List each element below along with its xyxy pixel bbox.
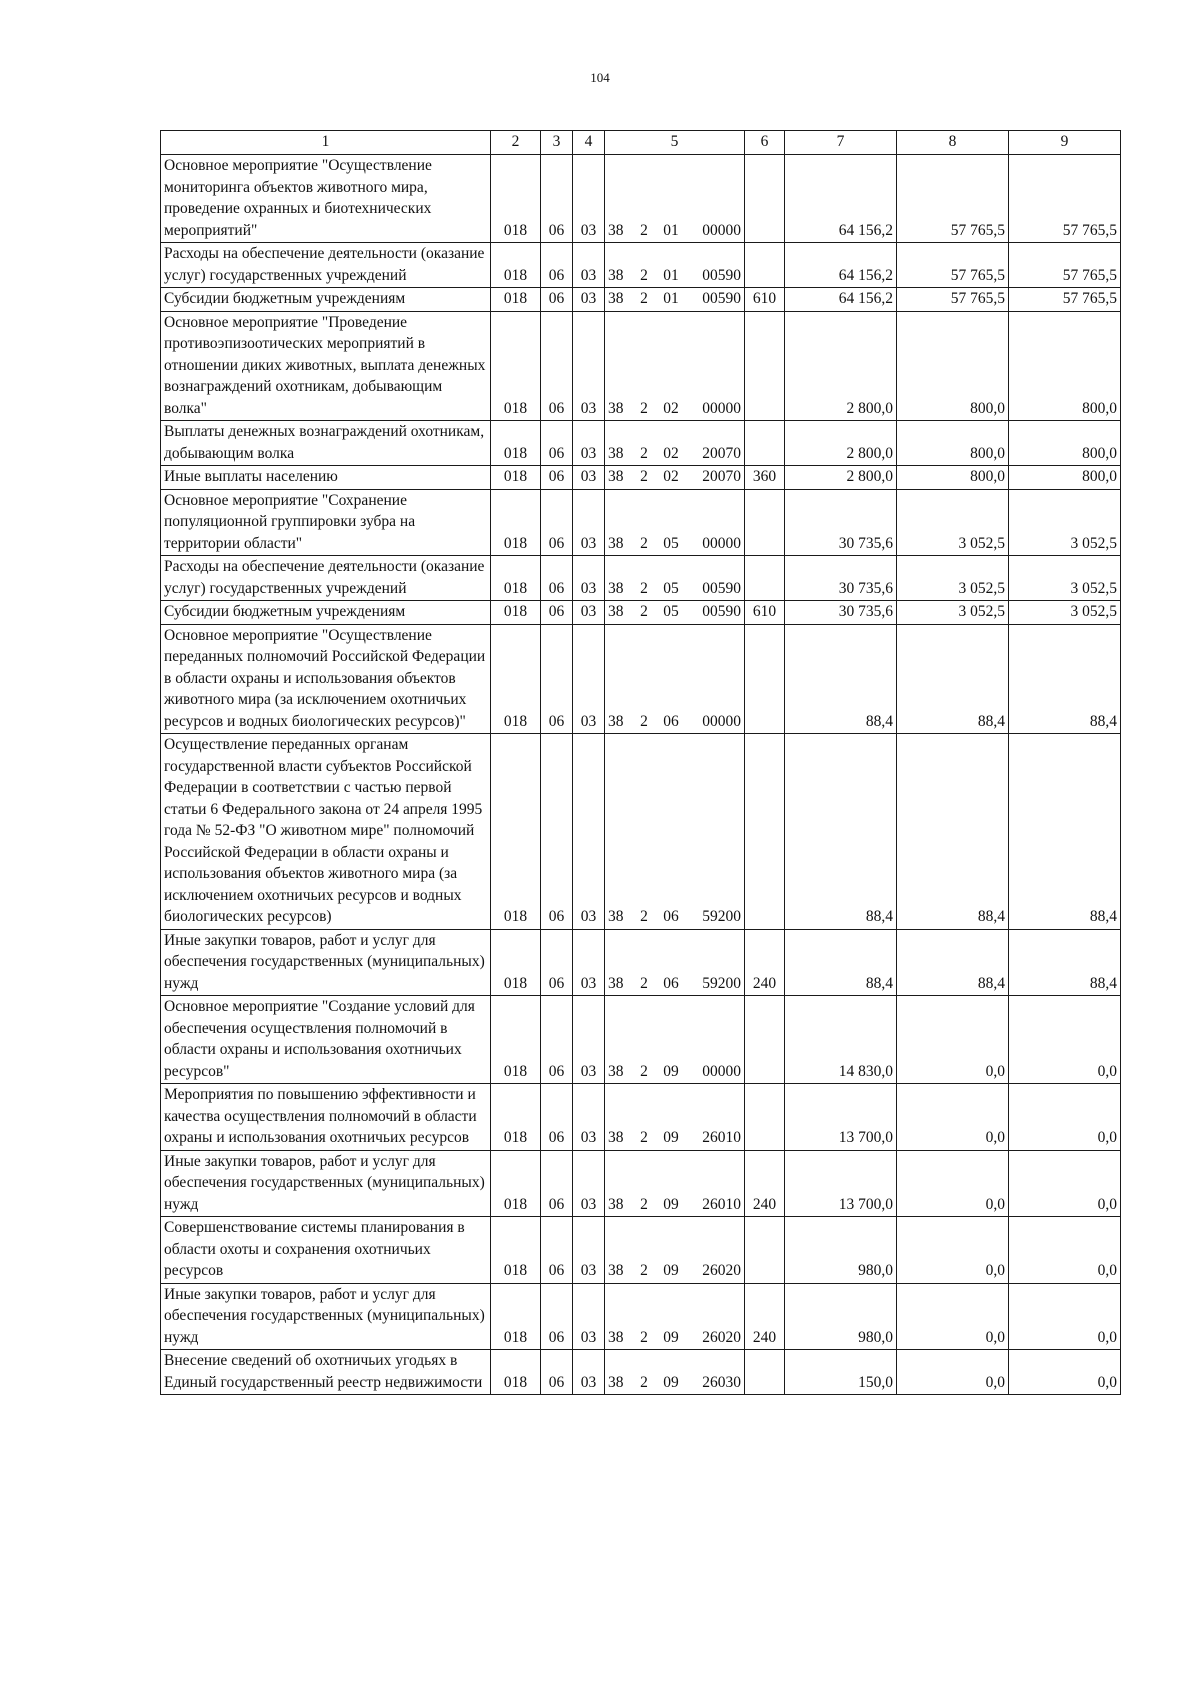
- amount-col9: 800,0: [1009, 421, 1121, 466]
- amount-col7: 13 700,0: [785, 1150, 897, 1217]
- code-event: 09: [663, 1062, 679, 1080]
- header-cell: 6: [745, 131, 785, 155]
- code-expense-type: 240: [745, 1283, 785, 1350]
- code-program: 38: [608, 1129, 624, 1146]
- table-row: [161, 421, 1121, 466]
- code-subsection: 03: [573, 1217, 605, 1284]
- code-section: 06: [541, 288, 573, 312]
- header-cell: 7: [785, 131, 897, 155]
- header-cell: 1: [161, 131, 491, 155]
- code-ministry: 018: [491, 734, 541, 930]
- code-direction: 00590: [702, 290, 741, 307]
- code-expense-type: [745, 489, 785, 556]
- code-program: 38: [608, 712, 624, 730]
- code-subprogram: 2: [640, 1195, 648, 1213]
- code-target-article: [605, 624, 745, 734]
- item-name: Иные закупки товаров, работ и услуг для обеспечения государственных (муниципальных) нужд: [161, 1150, 491, 1217]
- code-program: 38: [608, 1262, 624, 1279]
- code-subprogram: 2: [640, 290, 648, 307]
- code-expense-type: [745, 311, 785, 421]
- amount-col9: 88,4: [1009, 929, 1121, 996]
- code-program: 38: [608, 444, 624, 462]
- page-number: 104: [590, 70, 610, 85]
- code-subprogram: 2: [640, 1129, 648, 1146]
- code-program: 38: [608, 221, 624, 239]
- table-row: [161, 1150, 1121, 1217]
- code-ministry: 018: [491, 311, 541, 421]
- code-subprogram: 2: [640, 444, 648, 462]
- code-ministry: 018: [491, 996, 541, 1084]
- code-event: 01: [663, 221, 679, 239]
- code-event: 02: [663, 444, 679, 462]
- amount-col9: 800,0: [1009, 311, 1121, 421]
- code-program: 38: [608, 290, 624, 307]
- amount-col8: 0,0: [897, 996, 1009, 1084]
- item-name: Осуществление переданных органам государственной власти субъектов Российской Федерации в соответствии с частью первой статьи 6 Федерального закона от 24 апреля 1995 года № 52-ФЗ "О животном мире" полномочий Российской Федерации в области охраны и использования объектов животного мира (за исключением охотничьих ресурсов и водных биологических ресурсов): [161, 734, 491, 930]
- amount-col7: 88,4: [785, 624, 897, 734]
- code-direction: 26020: [702, 1262, 741, 1279]
- code-section: 06: [541, 243, 573, 288]
- table-row: [161, 1350, 1121, 1395]
- code-subsection: 03: [573, 288, 605, 312]
- amount-col9: 3 052,5: [1009, 556, 1121, 601]
- amount-col8: 88,4: [897, 624, 1009, 734]
- code-target-article: [605, 1084, 745, 1151]
- code-program: 38: [608, 1328, 624, 1346]
- amount-col8: 3 052,5: [897, 489, 1009, 556]
- item-name: Иные закупки товаров, работ и услуг для обеспечения государственных (муниципальных) нужд: [161, 1283, 491, 1350]
- code-program: 38: [608, 468, 624, 485]
- code-expense-type: [745, 155, 785, 243]
- code-subsection: 03: [573, 734, 605, 930]
- code-event: 06: [663, 712, 679, 730]
- code-section: 06: [541, 601, 573, 625]
- code-expense-type: [745, 1350, 785, 1395]
- code-subsection: 03: [573, 996, 605, 1084]
- item-name: Расходы на обеспечение деятельности (оказание услуг) государственных учреждений: [161, 556, 491, 601]
- header-cell: 5: [605, 131, 745, 155]
- table-row: [161, 996, 1121, 1084]
- code-direction: 20070: [702, 444, 741, 462]
- code-subsection: 03: [573, 489, 605, 556]
- code-ministry: 018: [491, 601, 541, 625]
- code-event: 05: [663, 603, 679, 620]
- item-name: Мероприятия по повышению эффективности и качества осуществления полномочий в области охраны и использования охотничьих ресурсов: [161, 1084, 491, 1151]
- code-event: 01: [663, 266, 679, 284]
- code-event: 09: [663, 1195, 679, 1213]
- amount-col7: 64 156,2: [785, 288, 897, 312]
- code-target-article: [605, 1283, 745, 1350]
- item-name: Иные закупки товаров, работ и услуг для обеспечения государственных (муниципальных) нужд: [161, 929, 491, 996]
- amount-col7: 88,4: [785, 734, 897, 930]
- amount-col7: 13 700,0: [785, 1084, 897, 1151]
- header-cell: 4: [573, 131, 605, 155]
- code-ministry: 018: [491, 624, 541, 734]
- amount-col9: 3 052,5: [1009, 601, 1121, 625]
- code-section: 06: [541, 421, 573, 466]
- code-direction: 00000: [702, 221, 741, 239]
- code-ministry: 018: [491, 1283, 541, 1350]
- amount-col7: 2 800,0: [785, 466, 897, 490]
- code-expense-type: 610: [745, 601, 785, 625]
- amount-col8: 800,0: [897, 421, 1009, 466]
- header-cell: 3: [541, 131, 573, 155]
- code-program: 38: [608, 1062, 624, 1080]
- amount-col7: 14 830,0: [785, 996, 897, 1084]
- code-subprogram: 2: [640, 468, 648, 485]
- code-event: 09: [663, 1262, 679, 1279]
- code-ministry: 018: [491, 1084, 541, 1151]
- code-direction: 26010: [702, 1129, 741, 1146]
- item-name: Выплаты денежных вознаграждений охотникам, добывающим волка: [161, 421, 491, 466]
- header-cell: 9: [1009, 131, 1121, 155]
- code-ministry: 018: [491, 421, 541, 466]
- code-program: 38: [608, 579, 624, 597]
- amount-col8: 57 765,5: [897, 243, 1009, 288]
- code-target-article: [605, 1217, 745, 1284]
- code-event: 09: [663, 1129, 679, 1146]
- code-subsection: 03: [573, 556, 605, 601]
- code-section: 06: [541, 466, 573, 490]
- header-cell: 2: [491, 131, 541, 155]
- code-expense-type: [745, 624, 785, 734]
- code-target-article: [605, 489, 745, 556]
- item-name: Расходы на обеспечение деятельности (оказание услуг) государственных учреждений: [161, 243, 491, 288]
- amount-col7: 980,0: [785, 1217, 897, 1284]
- code-subsection: 03: [573, 466, 605, 490]
- code-subprogram: 2: [640, 908, 648, 925]
- amount-col8: 0,0: [897, 1217, 1009, 1284]
- code-event: 09: [663, 1328, 679, 1346]
- code-ministry: 018: [491, 489, 541, 556]
- code-section: 06: [541, 734, 573, 930]
- code-target-article: [605, 734, 745, 930]
- code-subsection: 03: [573, 624, 605, 734]
- code-ministry: 018: [491, 155, 541, 243]
- code-subprogram: 2: [640, 266, 648, 284]
- item-name: Субсидии бюджетным учреждениям: [161, 601, 491, 625]
- code-subprogram: 2: [640, 1262, 648, 1279]
- code-expense-type: 240: [745, 929, 785, 996]
- amount-col7: 64 156,2: [785, 243, 897, 288]
- code-section: 06: [541, 1217, 573, 1284]
- code-subprogram: 2: [640, 974, 648, 992]
- code-subprogram: 2: [640, 1062, 648, 1080]
- code-target-article: [605, 288, 745, 312]
- table-row: [161, 601, 1121, 625]
- item-name: Внесение сведений об охотничьих угодьях в Единый государственный реестр недвижимости: [161, 1350, 491, 1395]
- amount-col9: 0,0: [1009, 1283, 1121, 1350]
- code-direction: 00590: [702, 266, 741, 284]
- code-program: 38: [608, 603, 624, 620]
- code-ministry: 018: [491, 556, 541, 601]
- table-row: [161, 466, 1121, 490]
- amount-col9: 57 765,5: [1009, 155, 1121, 243]
- code-target-article: [605, 421, 745, 466]
- table-row: [161, 243, 1121, 288]
- code-ministry: 018: [491, 288, 541, 312]
- code-event: 09: [663, 1373, 679, 1391]
- amount-col9: 57 765,5: [1009, 288, 1121, 312]
- table-row: [161, 1283, 1121, 1350]
- item-name: Основное мероприятие "Проведение противоэпизоотических мероприятий в отношении диких животных, выплата денежных вознаграждений охотникам, добывающим волка": [161, 311, 491, 421]
- code-subprogram: 2: [640, 221, 648, 239]
- table-body: [161, 131, 1121, 1395]
- amount-col8: 0,0: [897, 1350, 1009, 1395]
- code-section: 06: [541, 1350, 573, 1395]
- table-row: [161, 929, 1121, 996]
- code-direction: 26010: [702, 1195, 741, 1213]
- table-row: [161, 624, 1121, 734]
- code-expense-type: [745, 1217, 785, 1284]
- table-row: [161, 734, 1121, 930]
- code-direction: 00000: [702, 534, 741, 552]
- code-direction: 00000: [702, 712, 741, 730]
- code-program: 38: [608, 266, 624, 284]
- amount-col9: 0,0: [1009, 996, 1121, 1084]
- item-name: Основное мероприятие "Осуществление мониторинга объектов животного мира, проведение охранных и биотехнических мероприятий": [161, 155, 491, 243]
- code-ministry: 018: [491, 1217, 541, 1284]
- amount-col8: 3 052,5: [897, 601, 1009, 625]
- amount-col8: 0,0: [897, 1150, 1009, 1217]
- code-expense-type: [745, 1084, 785, 1151]
- table-row: [161, 1084, 1121, 1151]
- amount-col9: 0,0: [1009, 1084, 1121, 1151]
- code-section: 06: [541, 996, 573, 1084]
- code-subsection: 03: [573, 421, 605, 466]
- code-target-article: [605, 929, 745, 996]
- item-name: Основное мероприятие "Осуществление переданных полномочий Российской Федерации в области охраны и использования объектов животного мира (за исключением охотничьих ресурсов и водных биологических ресурсов)": [161, 624, 491, 734]
- code-subsection: 03: [573, 155, 605, 243]
- amount-col7: 64 156,2: [785, 155, 897, 243]
- amount-col7: 30 735,6: [785, 601, 897, 625]
- code-direction: 26020: [702, 1328, 741, 1346]
- table-row: [161, 489, 1121, 556]
- code-expense-type: [745, 734, 785, 930]
- amount-col8: 800,0: [897, 466, 1009, 490]
- code-subsection: 03: [573, 243, 605, 288]
- code-subprogram: 2: [640, 712, 648, 730]
- code-ministry: 018: [491, 929, 541, 996]
- code-section: 06: [541, 929, 573, 996]
- amount-col7: 2 800,0: [785, 311, 897, 421]
- code-target-article: [605, 601, 745, 625]
- code-subsection: 03: [573, 1350, 605, 1395]
- header-row: [161, 131, 1121, 155]
- code-section: 06: [541, 155, 573, 243]
- code-subsection: 03: [573, 1283, 605, 1350]
- amount-col9: 0,0: [1009, 1350, 1121, 1395]
- header-cell: 8: [897, 131, 1009, 155]
- code-direction: 59200: [702, 974, 741, 992]
- code-program: 38: [608, 908, 624, 925]
- code-subprogram: 2: [640, 399, 648, 417]
- amount-col8: 0,0: [897, 1084, 1009, 1151]
- amount-col8: 88,4: [897, 734, 1009, 930]
- code-direction: 20070: [702, 468, 741, 485]
- amount-col8: 88,4: [897, 929, 1009, 996]
- code-program: 38: [608, 974, 624, 992]
- code-direction: 26030: [702, 1373, 741, 1391]
- item-name: Основное мероприятие "Сохранение популяционной группировки зубра на территории области": [161, 489, 491, 556]
- item-name: Субсидии бюджетным учреждениям: [161, 288, 491, 312]
- amount-col9: 3 052,5: [1009, 489, 1121, 556]
- amount-col9: 800,0: [1009, 466, 1121, 490]
- code-target-article: [605, 556, 745, 601]
- amount-col7: 88,4: [785, 929, 897, 996]
- table-row: [161, 155, 1121, 243]
- code-event: 01: [663, 290, 679, 307]
- code-subsection: 03: [573, 1084, 605, 1151]
- code-program: 38: [608, 1195, 624, 1213]
- code-expense-type: 610: [745, 288, 785, 312]
- code-direction: 00590: [702, 579, 741, 597]
- code-expense-type: [745, 556, 785, 601]
- code-target-article: [605, 311, 745, 421]
- code-target-article: [605, 466, 745, 490]
- amount-col8: 800,0: [897, 311, 1009, 421]
- code-target-article: [605, 155, 745, 243]
- amount-col8: 3 052,5: [897, 556, 1009, 601]
- code-ministry: 018: [491, 1350, 541, 1395]
- amount-col9: 57 765,5: [1009, 243, 1121, 288]
- code-event: 06: [663, 908, 679, 925]
- amount-col7: 30 735,6: [785, 489, 897, 556]
- code-section: 06: [541, 311, 573, 421]
- amount-col7: 980,0: [785, 1283, 897, 1350]
- amount-col7: 30 735,6: [785, 556, 897, 601]
- code-event: 05: [663, 579, 679, 597]
- code-subsection: 03: [573, 601, 605, 625]
- code-subprogram: 2: [640, 534, 648, 552]
- code-ministry: 018: [491, 243, 541, 288]
- code-target-article: [605, 1350, 745, 1395]
- code-section: 06: [541, 489, 573, 556]
- code-target-article: [605, 996, 745, 1084]
- code-subsection: 03: [573, 1150, 605, 1217]
- code-subprogram: 2: [640, 1328, 648, 1346]
- code-subprogram: 2: [640, 1373, 648, 1391]
- code-event: 05: [663, 534, 679, 552]
- table-row: [161, 556, 1121, 601]
- code-expense-type: [745, 996, 785, 1084]
- code-expense-type: 240: [745, 1150, 785, 1217]
- amount-col9: 88,4: [1009, 734, 1121, 930]
- item-name: Иные выплаты населению: [161, 466, 491, 490]
- code-event: 02: [663, 468, 679, 485]
- amount-col8: 0,0: [897, 1283, 1009, 1350]
- item-name: Совершенствование системы планирования в области охоты и сохранения охотничьих ресурсов: [161, 1217, 491, 1284]
- code-ministry: 018: [491, 466, 541, 490]
- code-section: 06: [541, 1150, 573, 1217]
- code-subsection: 03: [573, 929, 605, 996]
- code-ministry: 018: [491, 1150, 541, 1217]
- code-event: 06: [663, 974, 679, 992]
- code-program: 38: [608, 534, 624, 552]
- code-expense-type: 360: [745, 466, 785, 490]
- code-subsection: 03: [573, 311, 605, 421]
- code-expense-type: [745, 243, 785, 288]
- amount-col8: 57 765,5: [897, 288, 1009, 312]
- table-row: [161, 288, 1121, 312]
- code-section: 06: [541, 556, 573, 601]
- amount-col8: 57 765,5: [897, 155, 1009, 243]
- code-program: 38: [608, 1373, 624, 1391]
- amount-col9: 0,0: [1009, 1150, 1121, 1217]
- code-target-article: [605, 1150, 745, 1217]
- code-target-article: [605, 243, 745, 288]
- code-event: 02: [663, 399, 679, 417]
- budget-table: [160, 130, 1121, 1395]
- amount-col9: 0,0: [1009, 1217, 1121, 1284]
- code-subprogram: 2: [640, 603, 648, 620]
- amount-col9: 88,4: [1009, 624, 1121, 734]
- code-section: 06: [541, 1283, 573, 1350]
- table-row: [161, 311, 1121, 421]
- code-expense-type: [745, 421, 785, 466]
- code-program: 38: [608, 399, 624, 417]
- amount-col7: 150,0: [785, 1350, 897, 1395]
- code-direction: 00000: [702, 399, 741, 417]
- code-section: 06: [541, 1084, 573, 1151]
- item-name: Основное мероприятие "Создание условий для обеспечения осуществления полномочий в области охраны и использования охотничьих ресурсов": [161, 996, 491, 1084]
- code-direction: 00000: [702, 1062, 741, 1080]
- amount-col7: 2 800,0: [785, 421, 897, 466]
- code-subprogram: 2: [640, 579, 648, 597]
- code-direction: 59200: [702, 908, 741, 925]
- code-section: 06: [541, 624, 573, 734]
- code-direction: 00590: [702, 603, 741, 620]
- table-row: [161, 1217, 1121, 1284]
